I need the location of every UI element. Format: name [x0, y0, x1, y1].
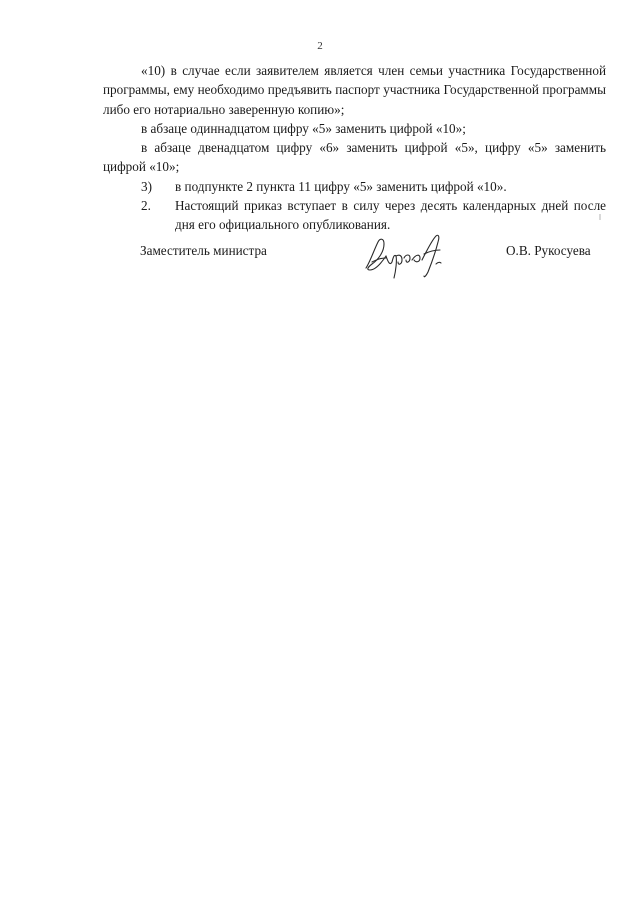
list-item-3-text: в подпункте 2 пункта 11 цифру «5» заменить цифрой «10».	[175, 178, 507, 194]
list-item-2-text: Настоящий приказ вступает в силу через десять календарных дней после дня его официального опубликования.	[175, 198, 606, 233]
paragraph-twelfth-abzats: в абзаце двенадцатом цифру «6» заменить цифрой «5», цифру «5» заменить цифрой «10»;	[103, 140, 606, 175]
list-item-2-number: 2.	[141, 198, 151, 214]
list-item-3	[103, 177, 606, 196]
scan-artifact	[599, 214, 601, 220]
signatory-name: О.В. Рукосуева	[506, 243, 591, 258]
document-body	[103, 61, 606, 235]
list-item-2	[103, 196, 606, 235]
handwritten-signature	[362, 232, 450, 282]
signatory-position: Заместитель министра	[140, 243, 267, 258]
signature-block	[0, 232, 640, 292]
paragraph-eleventh-abzats: в абзаце одиннадцатом цифру «5» заменить цифрой «10»;	[141, 120, 466, 136]
page-number: 2	[317, 40, 323, 52]
list-item-3-number: 3)	[141, 178, 152, 194]
paragraph-amendment-10: «10) в случае если заявителем является член семьи участника Государственной программы, ему необходимо предъявить паспорт участника Государственной программы либо его нотариально заверенную копию»;	[103, 63, 606, 117]
